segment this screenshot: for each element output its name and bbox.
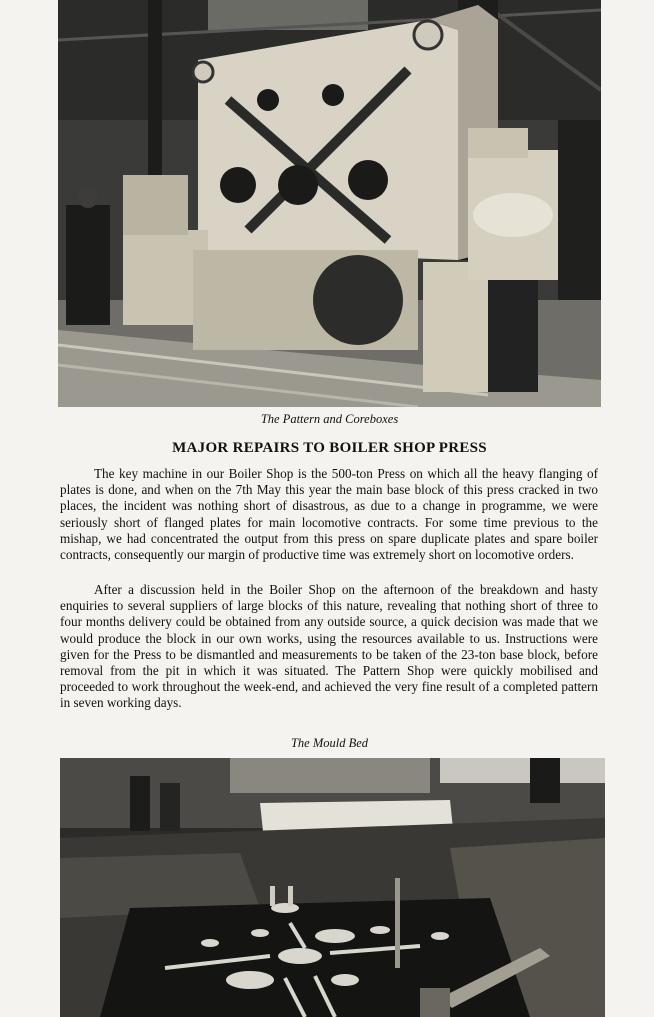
figure-caption: The Pattern and Coreboxes	[260, 412, 399, 426]
mould-bed-photo	[60, 758, 605, 1017]
pattern-and-coreboxes-photo	[58, 0, 601, 407]
mould-bed-photo-illustration	[60, 758, 605, 1017]
figure-caption: The Mould Bed	[290, 736, 369, 750]
pattern-photo-illustration	[58, 0, 601, 407]
article-paragraph: After a discussion held in the Boiler Shop on the afternoon of the breakdown and hasty enquiries to several suppliers of large blocks of this nature, revealing that nothing short of three to four months delivery could be obtained from any outside source, a quick decision was made that we would produce the block in our own works, using the resources available to us. Instructions were given for the Press to be dismantled and measurements to be taken of the 23-ton base block, before removal from the pit in which it was situated. The Pattern Shop were quickly mobilised and proceeded to work throughout the week-end, and achieved the very fine result of a completed pattern in seven working days.	[60, 582, 598, 711]
article-heading: MAJOR REPAIRS TO BOILER SHOP PRESS	[172, 440, 487, 456]
article-paragraph: The key machine in our Boiler Shop is the 500-ton Press on which all the heavy flanging of plates is done, and when on the 7th May this year the main base block of this press cracked in two places, the incident was nothing short of disastrous, as due to a change in programme, we were seriously short of flanged plates for main locomotive contracts. For some time previous to the mishap, we had concentrated the output from this press on spare duplicate plates and spare boiler contracts, consequently our margin of productive time was extremely short on locomotive orders.	[60, 466, 598, 563]
